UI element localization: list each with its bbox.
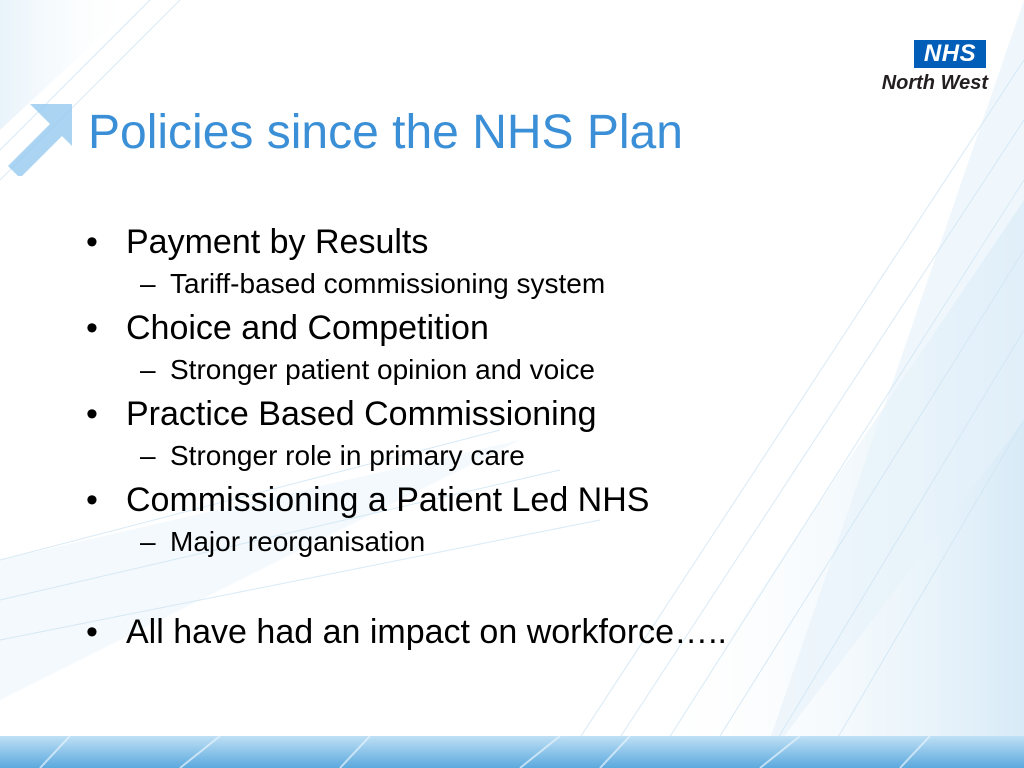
bullet-marker: • [86,481,98,519]
bullet-item [86,478,886,522]
bottom-band [0,736,1024,768]
sub-bullet-item [86,262,886,306]
bullet-item [86,306,886,350]
sub-bullet-item [86,348,886,392]
conclusion-bullet [86,610,886,654]
sub-bullet-item [86,520,886,564]
bullet-marker: • [86,613,98,651]
arrow-up-right-icon [0,96,80,176]
nhs-logo [858,40,988,96]
nhs-logo-text: NHS [923,40,977,67]
bullet-text: Choice and Competition [126,309,489,347]
sub-bullet-text: Stronger patient opinion and voice [170,354,595,385]
conclusion-text: All have had an impact on workforce….. [126,613,727,651]
bullet-text: Commissioning a Patient Led NHS [126,481,650,519]
bullet-item [86,392,886,436]
sub-bullet-text: Tariff-based commissioning system [170,268,606,299]
bullet-text: Payment by Results [126,223,429,261]
bullet-list [86,220,886,654]
sub-bullet-item [86,434,886,478]
bullet-marker: • [86,223,98,261]
bullet-text: Practice Based Commissioning [126,395,597,433]
sub-bullet-text: Stronger role in primary care [170,440,525,471]
dash-marker: – [140,354,156,385]
nhs-region-label: North West [881,72,988,94]
slide-title: Policies since the NHS Plan [88,106,683,159]
sub-bullet-text: Major reorganisation [170,526,426,557]
list-spacer [86,564,886,610]
dash-marker: – [140,526,156,557]
dash-marker: – [140,440,156,471]
dash-marker: – [140,268,156,299]
bullet-marker: • [86,395,98,433]
bullet-marker: • [86,309,98,347]
nhs-logo-box [914,40,986,68]
bullet-item [86,220,886,264]
